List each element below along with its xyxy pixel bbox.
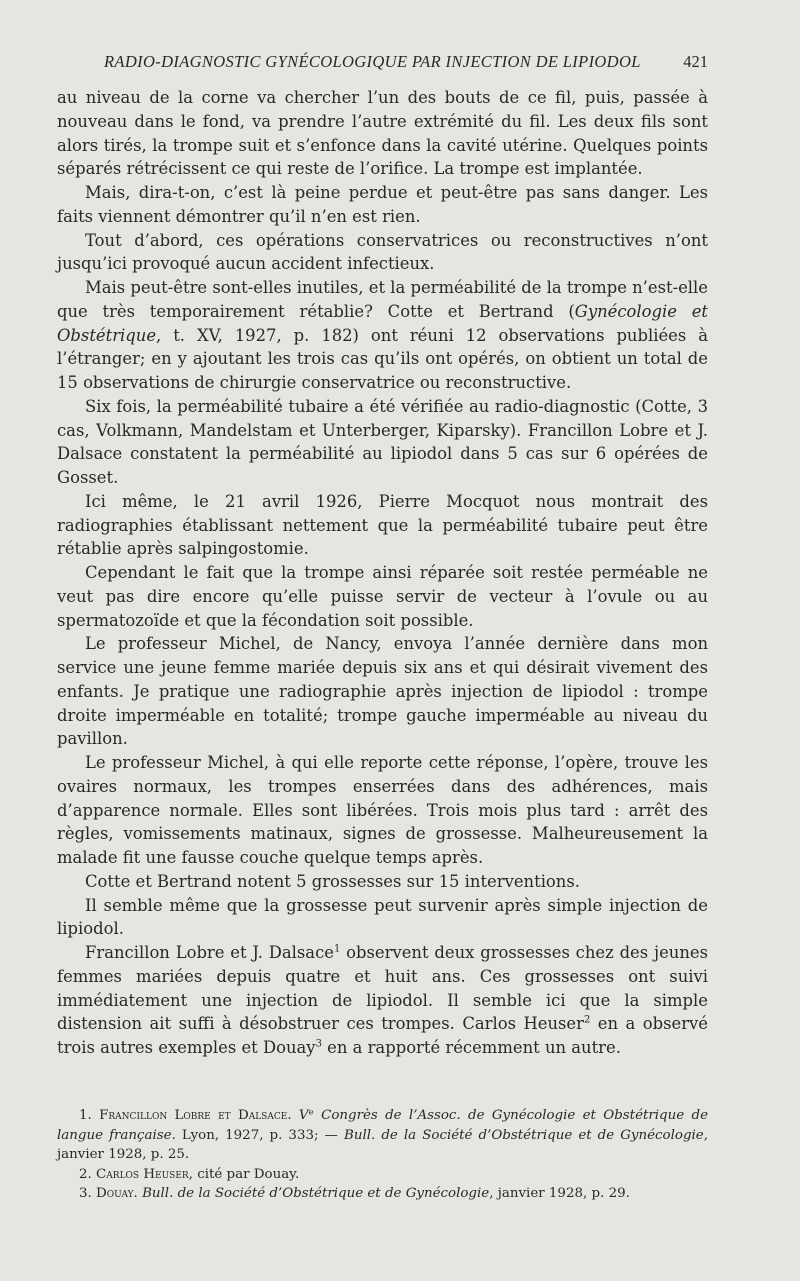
paragraph — [57, 86, 708, 181]
text-run: 2. — [79, 1166, 97, 1182]
italic-text: Gynécologie et Obstétrique — [57, 301, 709, 345]
paragraph — [57, 276, 708, 395]
paragraph — [57, 490, 708, 561]
paragraph — [57, 870, 708, 894]
paragraph — [57, 229, 708, 277]
text-run: en a observé trois autres exemples et Douay — [57, 1014, 708, 1057]
author-name: Francillon Lobre et Dalsace — [99, 1108, 288, 1123]
text-run: au niveau de la corne va chercher l’un des bouts de ce fil, puis, passée à nouveau dans le fond, va prendre l’autre extrémité du fil. Les deux fils sont alors tirés, la trompe suit et s’enfonce dans la cavité utérine. Quelques points séparés rétrécissent ce qui reste de l’orifice. La trompe est implantée. — [57, 88, 708, 179]
italic-text: Vᵉ Congrès de l’Assoc. de Gynécologie et Obstétrique de langue française — [57, 1108, 708, 1143]
text-run: , janvier 1928, p. 29. — [489, 1186, 630, 1201]
text-run: . — [287, 1108, 299, 1123]
text-run: , cité par Douay. — [188, 1166, 300, 1182]
paragraph — [57, 395, 708, 490]
text-run: Il semble même que la grossesse peut survenir après simple injection de lipiodol. — [57, 895, 708, 939]
text-run: . — [133, 1186, 143, 1201]
text-run: en a rapporté récemment un autre. — [321, 1038, 621, 1057]
text-run: Mais peut-être sont-elles inutiles, et la perméabilité de la trompe n’est-elle que très temporairement rétablie? Cotte et Bertrand ( — [57, 278, 708, 321]
text-run: Six fois, la perméabilité tubaire a été vérifiée au radio-diagnostic (Cotte, 3 cas, Volkmann, Mandelstam et Unterberger, Kiparsky). Francillon Lobre et J. Dalsace constatent la perméabilité au lipiodol dans 5 cas sur 6 opérées de Gosset. — [57, 396, 708, 487]
text-run: Mais, dira-t-on, c’est là peine perdue et peut-être pas sans danger. Les faits viennent démontrer qu’il n’en est rien. — [57, 183, 708, 226]
italic-text: Bull. de la Société d’Obstétrique et de Gynécologie — [344, 1127, 704, 1143]
text-run: Cependant le fait que la trompe ainsi réparée soit restée perméable ne veut pas dire encore qu’elle puisse servir de vecteur à l’ovule ou au spermatozoïde et que la fécondation soit possible. — [57, 563, 708, 630]
text-run: Le professeur Michel, à qui elle reporte cette réponse, l’opère, trouve les ovaires normaux, les trompes enserrées dans des adhérences, mais d’apparence normale. Elles sont libérées. Trois mois plus tard : arrêt des règles, vomissements matinaux, signes de grossesse. Malheureusement la malade fit une fausse couche quelque temps après. — [57, 753, 708, 867]
text-run: 3. — [79, 1186, 97, 1201]
footnote-marker: 3 — [315, 1038, 322, 1050]
text-run: Tout d’abord, ces opérations conservatrices ou reconstructives n’ont jusqu’ici provoqué aucun accident infectieux. — [57, 230, 708, 274]
footnote — [57, 1165, 708, 1185]
footnotes — [57, 1106, 708, 1204]
paragraph — [57, 751, 708, 870]
footnote — [57, 1106, 708, 1165]
body-text — [57, 86, 708, 1060]
running-title: RADIO-DIAGNOSTIC GYNÉCOLOGIQUE PAR INJECTION DE LIPIODOL — [104, 52, 641, 71]
text-run: Francillon Lobre et J. Dalsace — [85, 943, 334, 962]
text-run: , t. XV, 1927, p. 182) ont réuni 12 observations publiées à l’étranger; en y ajoutant les trois cas qu’ils ont opérés, on obtient un total de 15 observations de chirurgie conservatrice ou reconstructive. — [57, 325, 708, 392]
footnote-marker: 2 — [583, 1014, 591, 1026]
page-number: 421 — [683, 52, 708, 71]
paragraph — [57, 894, 708, 942]
author-name: Carlos Heuser — [96, 1166, 189, 1182]
text-run: observent deux grossesses chez des jeunes femmes mariées depuis quatre et huit ans. Ces grossesses ont suivi immédiatement une injection de lipiodol. Il semble ici que la simple distension ait suffi à désobstruer ces trompes. Carlos Heuser — [57, 943, 708, 1034]
footnote — [57, 1184, 708, 1204]
footnote-marker: 1 — [333, 943, 341, 955]
text-run: Le professeur Michel, de Nancy, envoya l’année dernière dans mon service une jeune femme mariée depuis six ans et qui désirait vivement des enfants. Je pratique une radiographie après injection de lipiodol : trompe droite imperméable en totalité; trompe gauche imperméable au niveau du pavillon. — [57, 634, 708, 749]
paragraph — [57, 181, 708, 229]
italic-text: Bull. de la Société d’Obstétrique et de Gynécologie — [142, 1186, 490, 1201]
text-run: Ici même, le 21 avril 1926, Pierre Mocquot nous montrait des radiographies établissant nettement que la perméabilité tubaire peut être rétablie après salpingostomie. — [57, 491, 708, 559]
author-name: Douay — [96, 1186, 134, 1201]
paragraph — [57, 632, 708, 751]
page-header — [0, 52, 800, 76]
text-run: . Lyon, 1927, p. 333; — — [171, 1127, 344, 1143]
text-run: , janvier 1928, p. 25. — [57, 1127, 708, 1162]
text-run: Cotte et Bertrand notent 5 grossesses sur 15 interventions. — [85, 871, 580, 891]
text-run: 1. — [79, 1108, 100, 1123]
paragraph — [57, 941, 708, 1060]
paragraph — [57, 561, 708, 632]
